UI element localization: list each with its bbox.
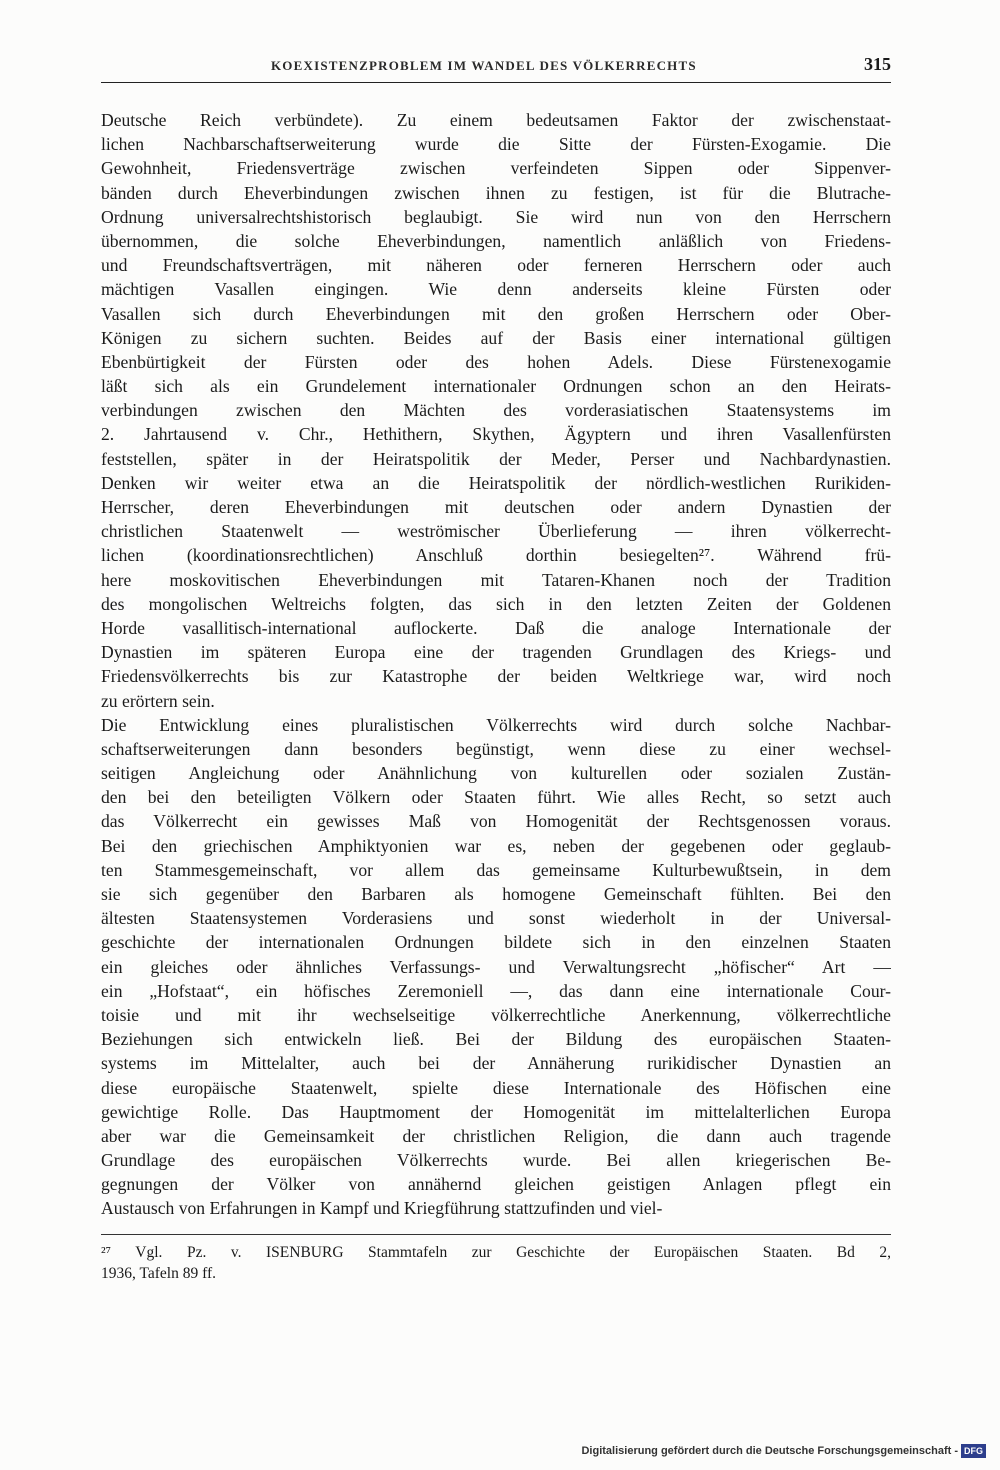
- body-line: geschichte der internationalen Ordnungen bildete sich in den einzelnen Staaten: [101, 932, 891, 953]
- body-line: ältesten Staatensystemen Vorderasiens und sonst wiederholt in der Universal-: [101, 908, 891, 929]
- body-line: ten Stammesgemeinschaft, vor allem das gemeinsame Kulturbewußtsein, in dem: [101, 859, 891, 880]
- body-line: diese europäische Staatenwelt, spielte diese Internationale des Höfischen eine: [101, 1077, 891, 1098]
- body-line: Königen zu sichern suchten. Beides auf der Basis einer international gültigen: [101, 327, 891, 348]
- body-line: Austausch von Erfahrungen in Kampf und Kriegführung stattzufinden und viel-: [101, 1198, 663, 1219]
- body-line: läßt sich als ein Grundelement internationaler Ordnungen schon an den Heirats-: [101, 376, 891, 397]
- body-line: Ordnung universalrechtshistorisch beglaubigt. Sie wird nun von den Herrschern: [101, 206, 891, 227]
- body-line: Friedensvölkerrechts bis zur Katastrophe der beiden Weltkriege war, wird noch: [101, 666, 891, 687]
- body-line: aber war die Gemeinsamkeit der christlichen Religion, die dann auch tragende: [101, 1125, 891, 1146]
- body-line: schaftserweiterungen dann besonders begünstigt, wenn diese zu einer wechsel-: [101, 738, 891, 759]
- credit-text: Digitalisierung gefördert durch die Deutsche Forschungsgemeinschaft -: [581, 1445, 958, 1457]
- body-line: mächtigen Vasallen eingingen. Wie denn anderseits kleine Fürsten oder: [101, 279, 891, 300]
- body-line: Denken wir weiter etwa an die Heiratspolitik der nördlich-westlichen Rurikiden-: [101, 472, 891, 493]
- dfg-logo: DFG: [961, 1444, 986, 1458]
- footnote-divider: [101, 1234, 891, 1235]
- body-line: und Freundschaftsverträgen, mit näheren oder ferneren Herrschern oder auch: [101, 255, 891, 276]
- footnote-line: ²⁷ Vgl. Pz. v. ISENBURG Stammtafeln zur Geschichte der Europäischen Staaten. Bd 2,: [101, 1244, 891, 1261]
- body-line: Vasallen sich durch Eheverbindungen mit den großen Herrschern oder Ober-: [101, 303, 891, 324]
- body-line: des mongolischen Weltreichs folgten, das sich in den letzten Zeiten der Goldenen: [101, 593, 891, 614]
- body-line: lichen (koordinationsrechtlichen) Anschluß dorthin besiegelten²⁷. Während frü-: [101, 545, 891, 566]
- body-line: zu erörtern sein.: [101, 690, 215, 711]
- body-line: systems im Mittelalter, auch bei der Annäherung rurikidischer Dynastien an: [101, 1053, 891, 1074]
- digitization-credit: [581, 1444, 986, 1458]
- body-line: Gewohnheit, Friedensverträge zwischen verfeindeten Sippen oder Sippenver-: [101, 158, 891, 179]
- body-line: Die Entwicklung eines pluralistischen Völkerrechts wird durch solche Nachbar-: [101, 714, 891, 735]
- body-line: feststellen, später in der Heiratspolitik der Meder, Perser und Nachbardynastien.: [101, 448, 891, 469]
- body-line: Beziehungen sich entwickeln ließ. Bei der Bildung des europäischen Staaten-: [101, 1029, 891, 1050]
- footnote-line: 1936, Tafeln 89 ff.: [101, 1265, 217, 1282]
- body-line: here moskovitischen Eheverbindungen mit Tataren-Khanen noch der Tradition: [101, 569, 891, 590]
- body-line: bänden durch Eheverbindungen zwischen ihnen zu festigen, ist für die Blutrache-: [101, 182, 891, 203]
- body-line: Ebenbürtigkeit der Fürsten oder des hohen Adels. Diese Fürstenexogamie: [101, 351, 891, 372]
- body-line: Horde vasallitisch-international auflockerte. Daß die analoge Internationale der: [101, 617, 891, 638]
- body-text: [101, 108, 891, 1221]
- body-line: das Völkerrecht ein gewisses Maß von Homogenität der Rechtsgenossen voraus.: [101, 811, 891, 832]
- body-line: Dynastien im späteren Europa eine der tragenden Grundlagen des Kriegs- und: [101, 642, 891, 663]
- page-number: 315: [864, 54, 891, 74]
- body-line: Grundlage des europäischen Völkerrechts wurde. Bei allen kriegerischen Be-: [101, 1150, 891, 1171]
- body-line: sie sich gegenüber den Barbaren als homogene Gemeinschaft fühlten. Bei den: [101, 884, 891, 904]
- body-line: lichen Nachbarschaftserweiterung wurde die Sitte der Fürsten-Exogamie. Die: [101, 134, 891, 155]
- body-line: 2. Jahrtausend v. Chr., Hethithern, Skythen, Ägyptern und ihren Vasallenfürsten: [101, 424, 891, 445]
- body-line: seitigen Angleichung oder Anähnlichung von kulturellen oder sozialen Zustän-: [101, 763, 891, 784]
- body-line: gewichtige Rolle. Das Hauptmoment der Homogenität im mittelalterlichen Europa: [101, 1101, 891, 1122]
- footnote: [101, 1242, 891, 1284]
- running-title: KOEXISTENZPROBLEM IM WANDEL DES VÖLKERRECHTS: [271, 58, 697, 73]
- body-line: verbindungen zwischen den Mächten des vorderasiatischen Staatensystems im: [101, 400, 891, 421]
- body-line: Deutsche Reich verbündete). Zu einem bedeutsamen Faktor der zwischenstaat-: [101, 110, 891, 130]
- body-line: Bei den griechischen Amphiktyonien war es, neben der gegebenen oder geglaub-: [101, 835, 891, 856]
- body-line: den bei den beteiligten Völkern oder Staaten führt. Wie alles Recht, so setzt auch: [101, 787, 891, 808]
- body-line: Herrscher, deren Eheverbindungen mit deutschen oder andern Dynastien der: [101, 497, 891, 517]
- body-line: christlichen Staatenwelt — weströmischer Überlieferung — ihren völkerrecht-: [101, 521, 891, 542]
- body-line: ein „Hofstaat“, ein höfisches Zeremoniell —, das dann eine internationale Cour-: [101, 980, 891, 1001]
- body-line: toisie und mit ihr wechselseitige völkerrechtliche Anerkennung, völkerrechtliche: [101, 1004, 891, 1025]
- body-line: ein gleiches oder ähnliches Verfassungs- und Verwaltungsrecht „höfischer“ Art —: [101, 956, 891, 977]
- body-line: übernommen, die solche Eheverbindungen, namentlich anläßlich von Friedens-: [101, 230, 891, 251]
- running-header: [101, 56, 891, 83]
- body-line: gegnungen der Völker von annähernd gleichen geistigen Anlagen pflegt ein: [101, 1174, 891, 1195]
